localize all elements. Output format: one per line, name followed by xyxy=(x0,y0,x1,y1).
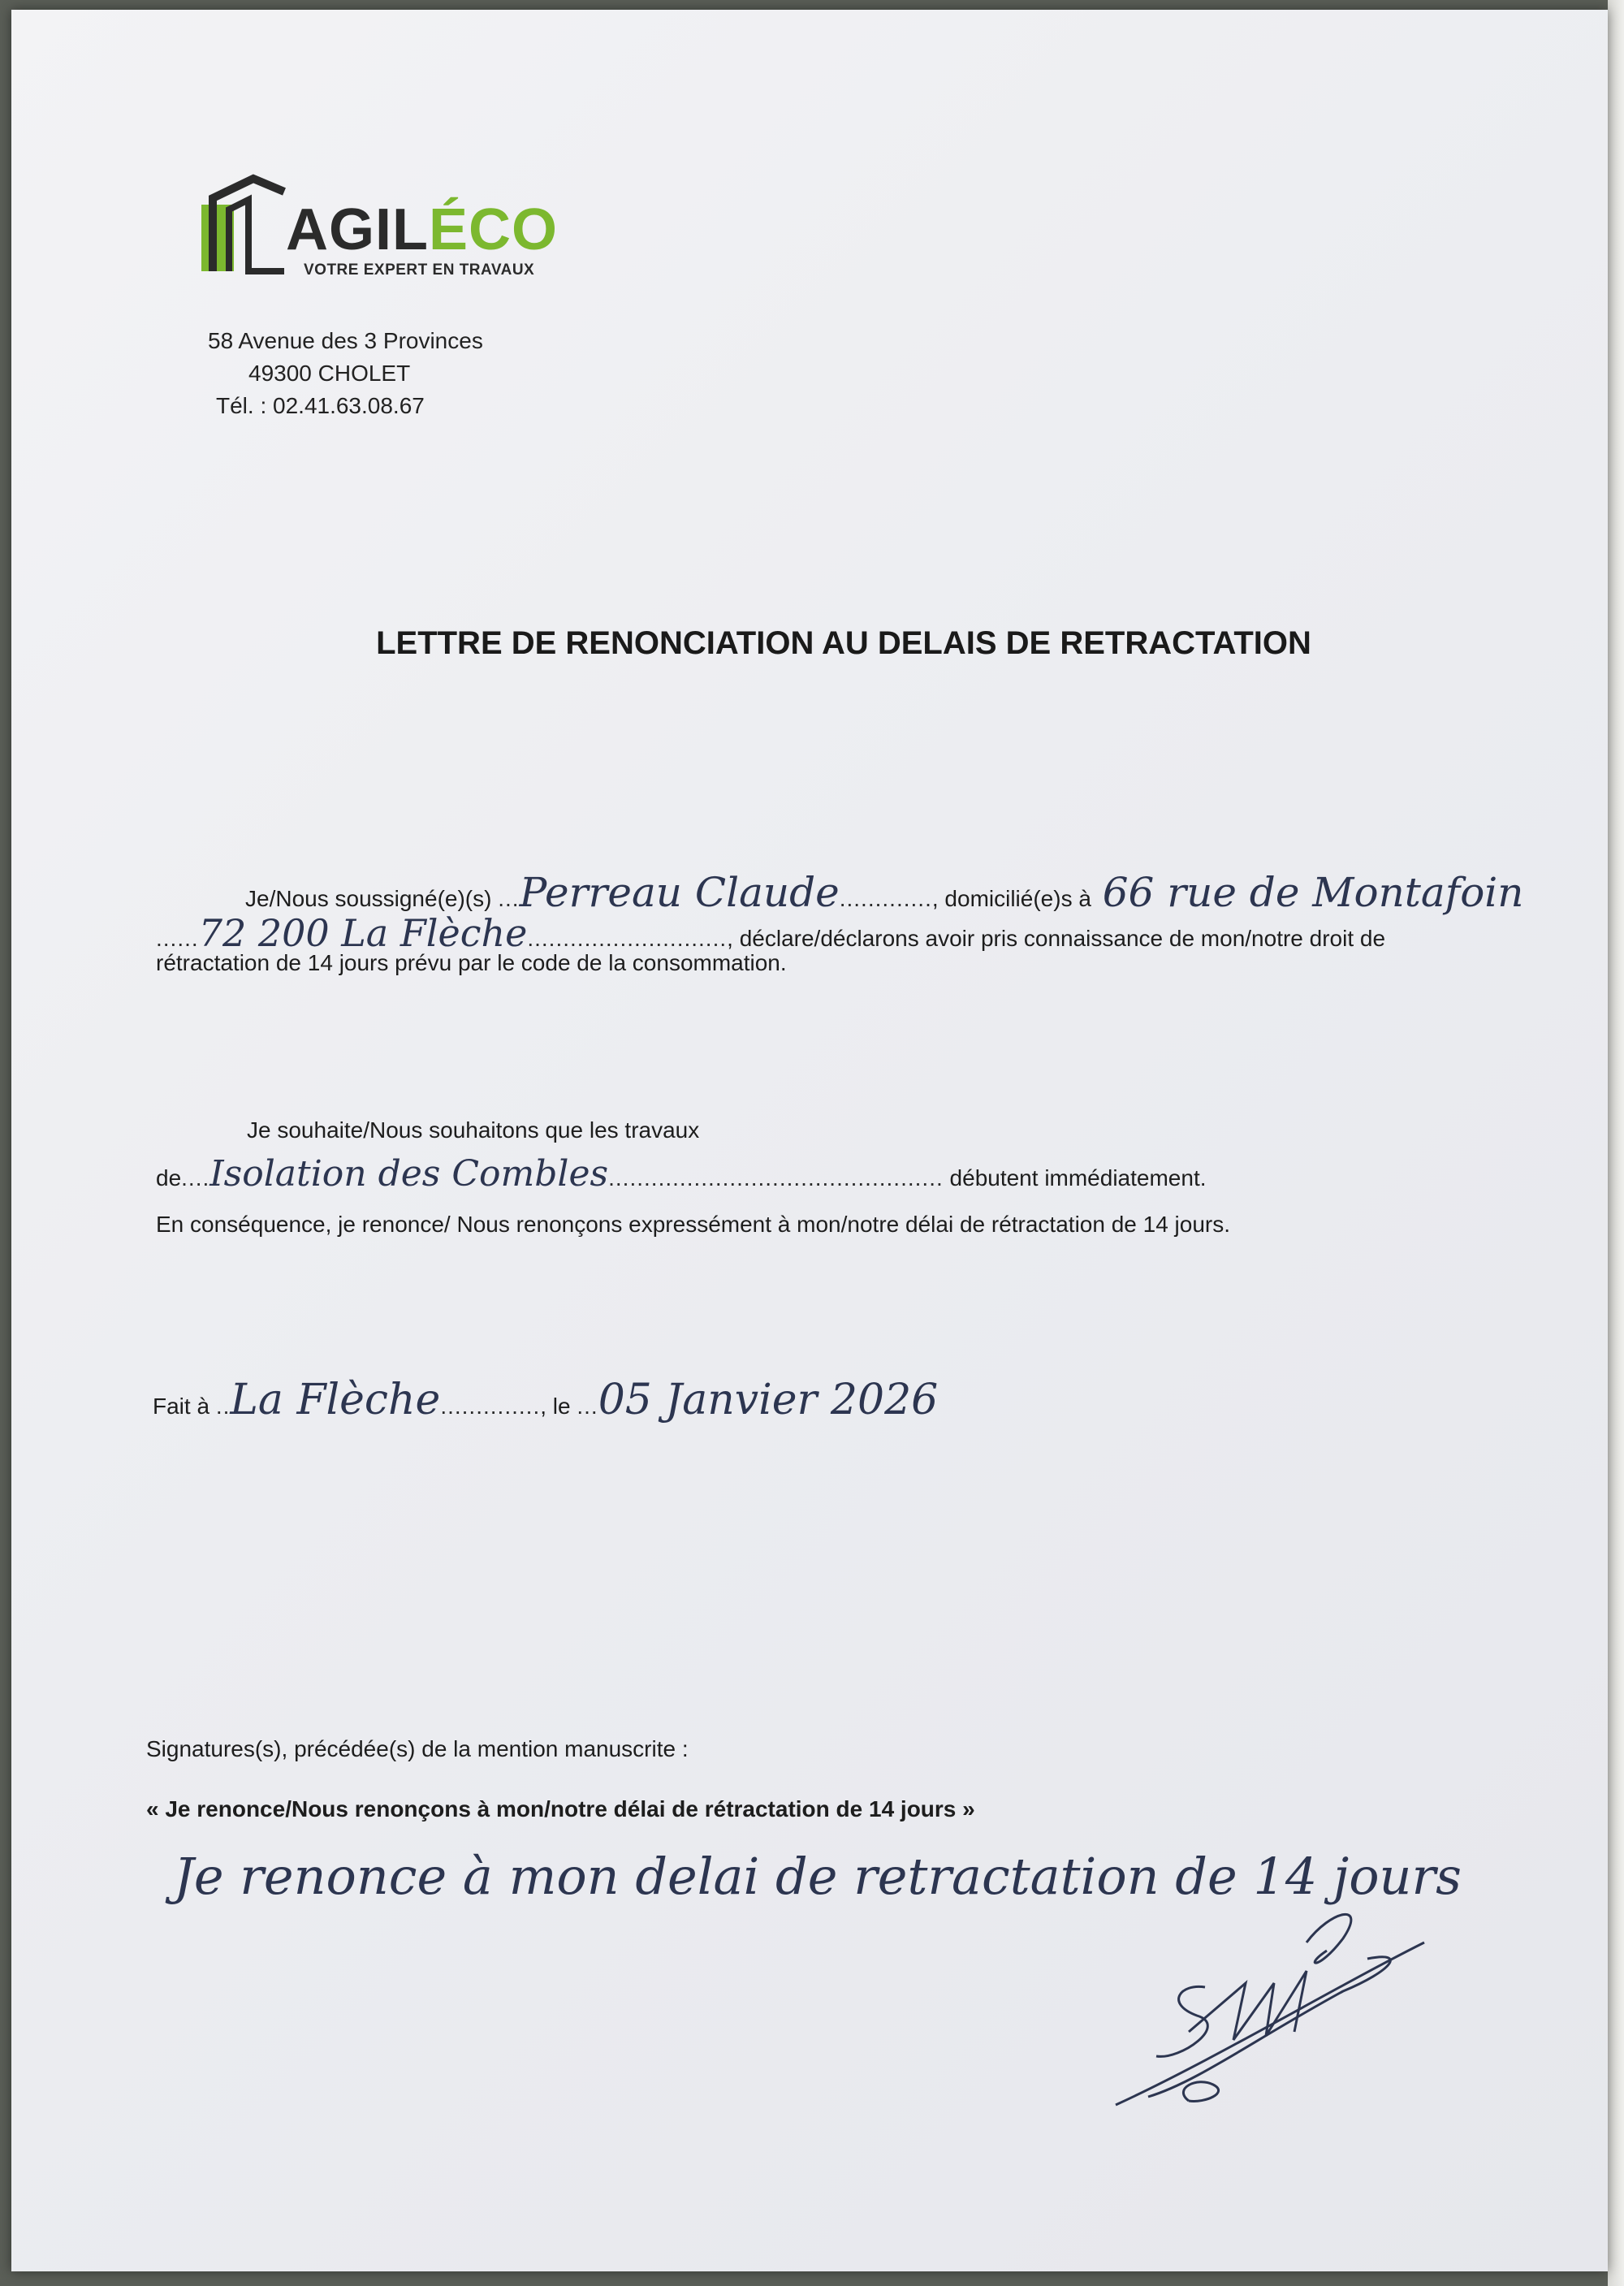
declaration-line-3: rétractation de 14 jours prévu par le code de la consommation. xyxy=(156,950,787,975)
declare-text: , déclare/déclarons avoir pris connaissance de mon/notre droit de xyxy=(727,926,1386,951)
place-date-line: Fait à ..La Flèche.............., le ...05 Janvier 2026 xyxy=(153,1376,939,1424)
company-logo xyxy=(197,169,578,291)
house-logo-icon xyxy=(197,174,286,279)
background-surface xyxy=(1608,0,1624,2286)
address-line-1: 58 Avenue des 3 Provinces xyxy=(208,328,483,353)
date-handwritten: 05 Janvier 2026 xyxy=(598,1376,939,1424)
declaration-line-1: Je/Nous soussigné(e)(s) ...Perreau Claude............., domicilié(e)s à 66 rue de Montafoin xyxy=(245,869,1524,916)
signature-instruction: Signatures(s), précédée(s) de la mention manuscrite : xyxy=(146,1736,689,1761)
signature-mention: « Je renonce/Nous renonçons à mon/notre délai de rétractation de 14 jours » xyxy=(146,1796,975,1821)
declaration-line-2: ......72 200 La Flèche............................, déclare/déclarons avoir pris connaissance de mon/notre droit de xyxy=(156,911,1386,955)
city-handwritten: 72 200 La Flèche xyxy=(198,911,528,955)
consequence-text: En conséquence, je renonce/ Nous renonçons expressément à mon/notre délai de rétractation de 14 jours. xyxy=(156,1212,1231,1237)
domicile-label: , domicilié(e)s à xyxy=(931,886,1091,911)
address-handwritten: 66 rue de Montafoin xyxy=(1102,869,1524,916)
declaration-prefix: Je/Nous soussigné(e)(s) xyxy=(245,886,499,911)
name-handwritten: Perreau Claude xyxy=(519,869,840,916)
works-line: de....Isolation des Combles............................................... débutent immédiatement. xyxy=(156,1153,1207,1195)
handwritten-mention: Je renonce à mon delai de retractation de 14 jours xyxy=(174,1847,1462,1906)
works-handwritten: Isolation des Combles xyxy=(209,1153,609,1195)
brand-name: AGILÉCO xyxy=(286,197,559,262)
place-handwritten: La Flèche xyxy=(230,1376,441,1424)
phone-number: Tél. : 02.41.63.08.67 xyxy=(216,393,425,418)
brand-tagline: VOTRE EXPERT EN TRAVAUX xyxy=(304,261,535,279)
address-line-2: 49300 CHOLET xyxy=(248,361,411,386)
handwritten-signature-icon xyxy=(1099,1894,1465,2121)
document-title: LETTRE DE RENONCIATION AU DELAIS DE RETRACTATION xyxy=(376,625,1311,661)
works-intro: Je souhaite/Nous souhaitons que les travaux xyxy=(247,1117,700,1143)
document-page xyxy=(11,10,1608,2271)
